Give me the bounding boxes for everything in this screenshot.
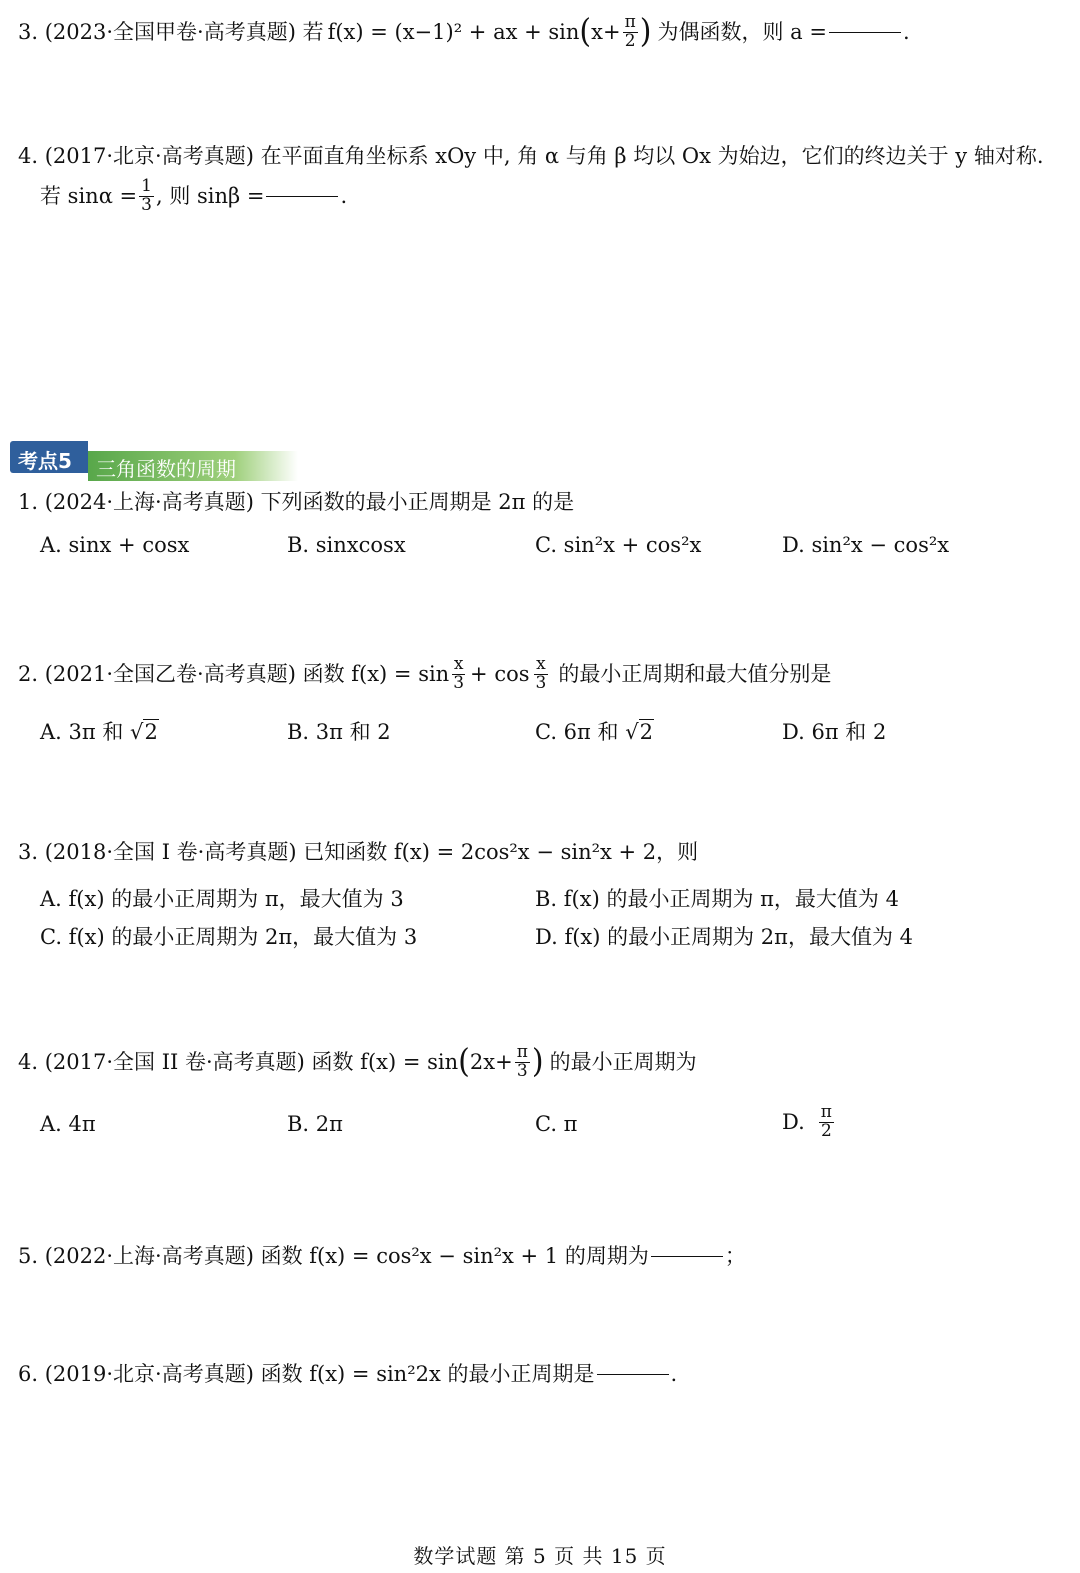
q3-option-a[interactable]: A. f(x) 的最小正周期为 π，最大值为 3 <box>40 887 404 911</box>
q4-prev-text-b: , 则 sinβ = <box>155 184 265 209</box>
q2-option-c-label: C. 6π 和 <box>535 720 619 744</box>
page-footer: 数学试题 第 5 页 共 15 页 <box>413 1544 667 1568</box>
fraction <box>515 1044 530 1081</box>
sqrt-symbol: √2 <box>130 720 158 744</box>
fraction-denominator: 2 <box>820 1120 832 1141</box>
q3-prev-paren-content: x+ <box>591 20 621 45</box>
fraction <box>451 656 466 693</box>
fraction-denominator: 3 <box>141 194 152 215</box>
q4-option-d-label: D. <box>782 1110 805 1135</box>
q3-option-c[interactable]: C. f(x) 的最小正周期为 2π，最大值为 3 <box>40 925 418 949</box>
section-title-banner <box>88 451 298 481</box>
question-4-stem <box>18 1044 697 1081</box>
fraction-numerator: π <box>516 1042 528 1062</box>
q2-prefix: 2. (2021·全国乙卷·高考真题) 函数 f(x) = sin <box>18 662 450 687</box>
q2-option-a-label: A. 3π 和 <box>40 720 124 744</box>
q4-option-b[interactable]: B. 2π <box>287 1112 343 1136</box>
answer-blank <box>651 1255 723 1257</box>
q5-end: ； <box>724 1244 746 1268</box>
question-4-prev-line1: 4. (2017·北京·高考真题) 在平面直角坐标系 xOy 中, 角 α 与角 β 均以 Ox 为始边，它们的终边关于 y 轴对称. <box>18 144 1044 168</box>
fraction <box>819 1104 834 1141</box>
q3-prev-prefix: 3. (2023·全国甲卷·高考真题) 若 <box>18 20 324 45</box>
sqrt-radicand: 2 <box>639 720 653 744</box>
fraction-denominator: 3 <box>453 672 465 693</box>
q4-paren-content: 2x+ <box>469 1050 513 1075</box>
fraction-denominator: 3 <box>535 672 547 693</box>
q1-option-a[interactable]: A. sinx + cosx <box>40 533 190 557</box>
q3-prev-end: . <box>902 20 910 45</box>
q3-option-d[interactable]: D. f(x) 的最小正周期为 2π，最大值为 4 <box>535 925 913 949</box>
q2-option-c[interactable] <box>535 716 654 746</box>
q4-prefix: 4. (2017·全国 II 卷·高考真题) 函数 f(x) = sin <box>18 1050 459 1075</box>
q5-text: 5. (2022·上海·高考真题) 函数 f(x) = cos²x − sin²x + 1 的周期为 <box>18 1244 649 1268</box>
section-tag <box>10 441 88 473</box>
paren-open: ( <box>458 1042 470 1082</box>
fraction <box>534 656 549 693</box>
fraction <box>139 178 154 215</box>
q3-option-b[interactable]: B. f(x) 的最小正周期为 π，最大值为 4 <box>535 887 899 911</box>
q2-option-d[interactable]: D. 6π 和 2 <box>782 720 887 744</box>
q6-text: 6. (2019·北京·高考真题) 函数 f(x) = sin²2x 的最小正周期是 <box>18 1362 595 1386</box>
fraction-numerator: 1 <box>141 176 152 196</box>
fraction-numerator: π <box>820 1102 832 1122</box>
section-tag-label: 考点5 <box>18 449 72 473</box>
question-4-prev-line2 <box>40 178 347 215</box>
paren-close: ) <box>639 12 652 52</box>
question-3-prev <box>18 14 910 51</box>
answer-blank <box>829 31 901 33</box>
fraction-numerator: x <box>536 654 546 674</box>
fraction <box>623 14 638 51</box>
q2-option-b[interactable]: B. 3π 和 2 <box>287 720 391 744</box>
fraction-numerator: x <box>453 654 464 674</box>
q4-prev-text-a: 若 sinα = <box>40 184 138 209</box>
q1-option-b[interactable]: B. sinxcosx <box>287 533 406 557</box>
question-2-stem <box>18 656 831 693</box>
q6-end: . <box>670 1362 678 1386</box>
answer-blank <box>597 1373 669 1375</box>
q4-option-c[interactable]: C. π <box>535 1112 578 1136</box>
question-5 <box>18 1244 746 1268</box>
fraction-denominator: 2 <box>624 30 636 51</box>
q3-prev-expression: f(x) = (x−1)² + ax + sin <box>327 20 580 45</box>
q3-prev-suffix: 为偶函数，则 a = <box>657 20 827 45</box>
section-title: 三角函数的周期 <box>96 457 236 481</box>
answer-blank <box>266 195 338 197</box>
sqrt-radicand: 2 <box>144 720 158 744</box>
question-3-stem: 3. (2018·全国 I 卷·高考真题) 已知函数 f(x) = 2cos²x − sin²x + 2，则 <box>18 840 699 864</box>
q4-option-d[interactable] <box>782 1104 836 1141</box>
q2-suffix: 的最小正周期和最大值分别是 <box>558 662 832 687</box>
sqrt-symbol: √2 <box>625 720 653 744</box>
q1-option-c[interactable]: C. sin²x + cos²x <box>535 533 702 557</box>
question-1-stem: 1. (2024·上海·高考真题) 下列函数的最小正周期是 2π 的是 <box>18 490 575 514</box>
paren-close: ) <box>531 1042 544 1082</box>
q2-middle: + cos <box>470 662 530 687</box>
q1-option-d[interactable]: D. sin²x − cos²x <box>782 533 950 557</box>
fraction-denominator: 3 <box>516 1060 528 1081</box>
q4-prev-end: . <box>340 184 348 209</box>
fraction-numerator: π <box>624 12 636 32</box>
q4-option-a[interactable]: A. 4π <box>40 1112 96 1136</box>
paren-open: ( <box>579 12 592 52</box>
question-6 <box>18 1362 677 1386</box>
q4-suffix: 的最小正周期为 <box>549 1050 697 1075</box>
q2-option-a[interactable] <box>40 716 159 746</box>
